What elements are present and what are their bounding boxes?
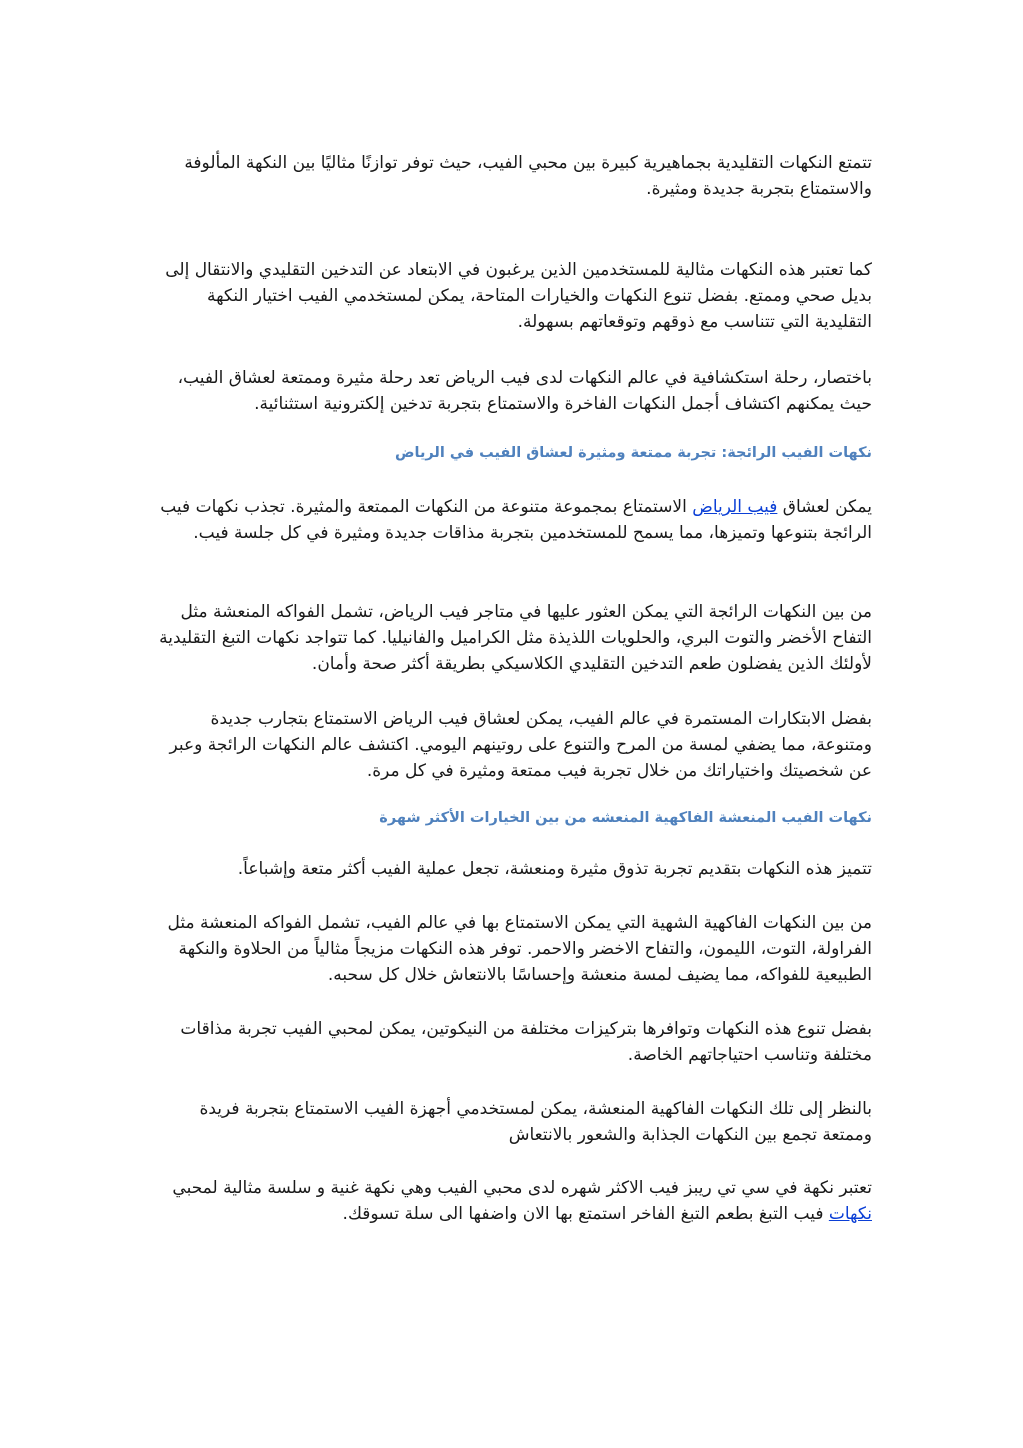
paragraph-innovations: بفضل الابتكارات المستمرة في عالم الفيب، يمكن لعشاق فيب الرياض الاستمتاع بتجارب جديدة ومتنوعة، مما يضفي لمسة من المرح والتنوع على روتينهم اليومي. اكتشف عالم النكهات الرائجة وعبر عن شخصيتك واختياراتك من خلال تجربة فيب ممتعة ومثيرة في كل مرة. [169, 709, 872, 781]
paragraph-unique-experience: بالنظر إلى تلك النكهات الفاكهية المنعشة، يمكن لمستخدمي أجهزة الفيب الاستمتاع بتجربة فريدة وممتعة تجمع بين النكهات الجذابة والشعور بالانتعاش [199, 1099, 872, 1145]
paragraph-vct-ribz [150, 1175, 872, 1227]
paragraph-text-end: فيب التبغ بطعم التبغ الفاخر استمتع بها الان واضفها الى سلة تسوقك. [342, 1204, 829, 1224]
paragraph-fruit-flavors: من بين النكهات الفاكهية الشهية التي يمكن الاستمتاع بها في عالم الفيب، تشمل الفواكه المنعشة مثل الفراولة، التوت، الليمون، والتفاح الاخضر والاحمر. توفر هذه النكهات مزيجاً مثالياً من الحلاوة والنكهة الطبيعية للفواكه، مما يضيف لمسة منعشة وإحساسًا بالانتعاش خلال كل سحبه. [167, 913, 872, 985]
paragraph-trending-in-stores: من بين النكهات الرائجة التي يمكن العثور عليها في متاجر فيب الرياض، تشمل الفواكه المنعشة مثل التفاح الأخضر والتوت البري، والحلويات اللذيذة مثل الكراميل والفانيليا. كما تتواجد نكهات التبغ التقليدية لأولئك الذين يفضلون طعم التدخين التقليدي الكلاسيكي بطريقة أكثر صحة وأمان. [159, 602, 872, 674]
paragraph-nicotine-strengths: بفضل تنوع هذه النكهات وتوافرها بتركيزات مختلفة من النيكوتين، يمكن لمحبي الفيب تجربة مذاقات مختلفة وتناسب احتياجاتهم الخاصة. [180, 1019, 872, 1065]
document-page [150, 0, 872, 1448]
link-vape-riyadh[interactable]: فيب الرياض [692, 497, 778, 517]
paragraph-summary: باختصار، رحلة استكشافية في عالم النكهات لدى فيب الرياض تعد رحلة مثيرة وممتعة لعشاق الفيب، حيث يمكنهم اكتشاف أجمل النكهات الفاخرة والاستمتاع بتجربة تدخين إلكترونية استثنائية. [177, 368, 872, 414]
paragraph-text-start: تعتبر نكهة في سي تي ريبز فيب الاكثر شهره لدى محبي الفيب وهي نكهة غنية و سلسة مثالية لمحبي [172, 1178, 872, 1198]
paragraph-text-start: يمكن لعشاق [777, 497, 872, 517]
paragraph-refreshing-taste: تتميز هذه النكهات بتقديم تجربة تذوق مثيرة ومنعشة، تجعل عملية الفيب أكثر متعة وإشباعاً. [237, 859, 872, 879]
heading-fruity-flavors: نكهات الفيب المنعشة الفاكهية المنعشه من بين الخيارات الأكثر شهرة [379, 810, 872, 826]
link-flavors[interactable]: نكهات [828, 1204, 872, 1224]
paragraph-traditional-flavors: تتمتع النكهات التقليدية بجماهيرية كبيرة بين محبي الفيب، حيث توفر توازنًا مثاليًا بين النكهة المألوفة والاستمتاع بتجربة جديدة ومثيرة. [184, 153, 872, 199]
paragraph-text-end: الاستمتاع بمجموعة متنوعة من النكهات الممتعة والمثيرة. تجذب نكهات فيب الرائجة بتنوعها وتميزها، مما يسمح للمستخدمين بتجربة مذاقات جديدة ومثيرة في كل جلسة فيب. [160, 497, 872, 543]
heading-trending-flavors: نكهات الفيب الرائجة: تجربة ممتعة ومثيرة لعشاق الفيب في الرياض [395, 445, 872, 461]
paragraph-riyadh-vape-fans [150, 494, 872, 546]
paragraph-ideal-for-users: كما تعتبر هذه النكهات مثالية للمستخدمين الذين يرغبون في الابتعاد عن التدخين التقليدي والانتقال إلى بديل صحي وممتع. بفضل تنوع النكهات والخيارات المتاحة، يمكن لمستخدمي الفيب اختيار النكهة التقليدية التي تتناسب مع ذوقهم وتوقعاتهم بسهولة. [165, 260, 872, 332]
